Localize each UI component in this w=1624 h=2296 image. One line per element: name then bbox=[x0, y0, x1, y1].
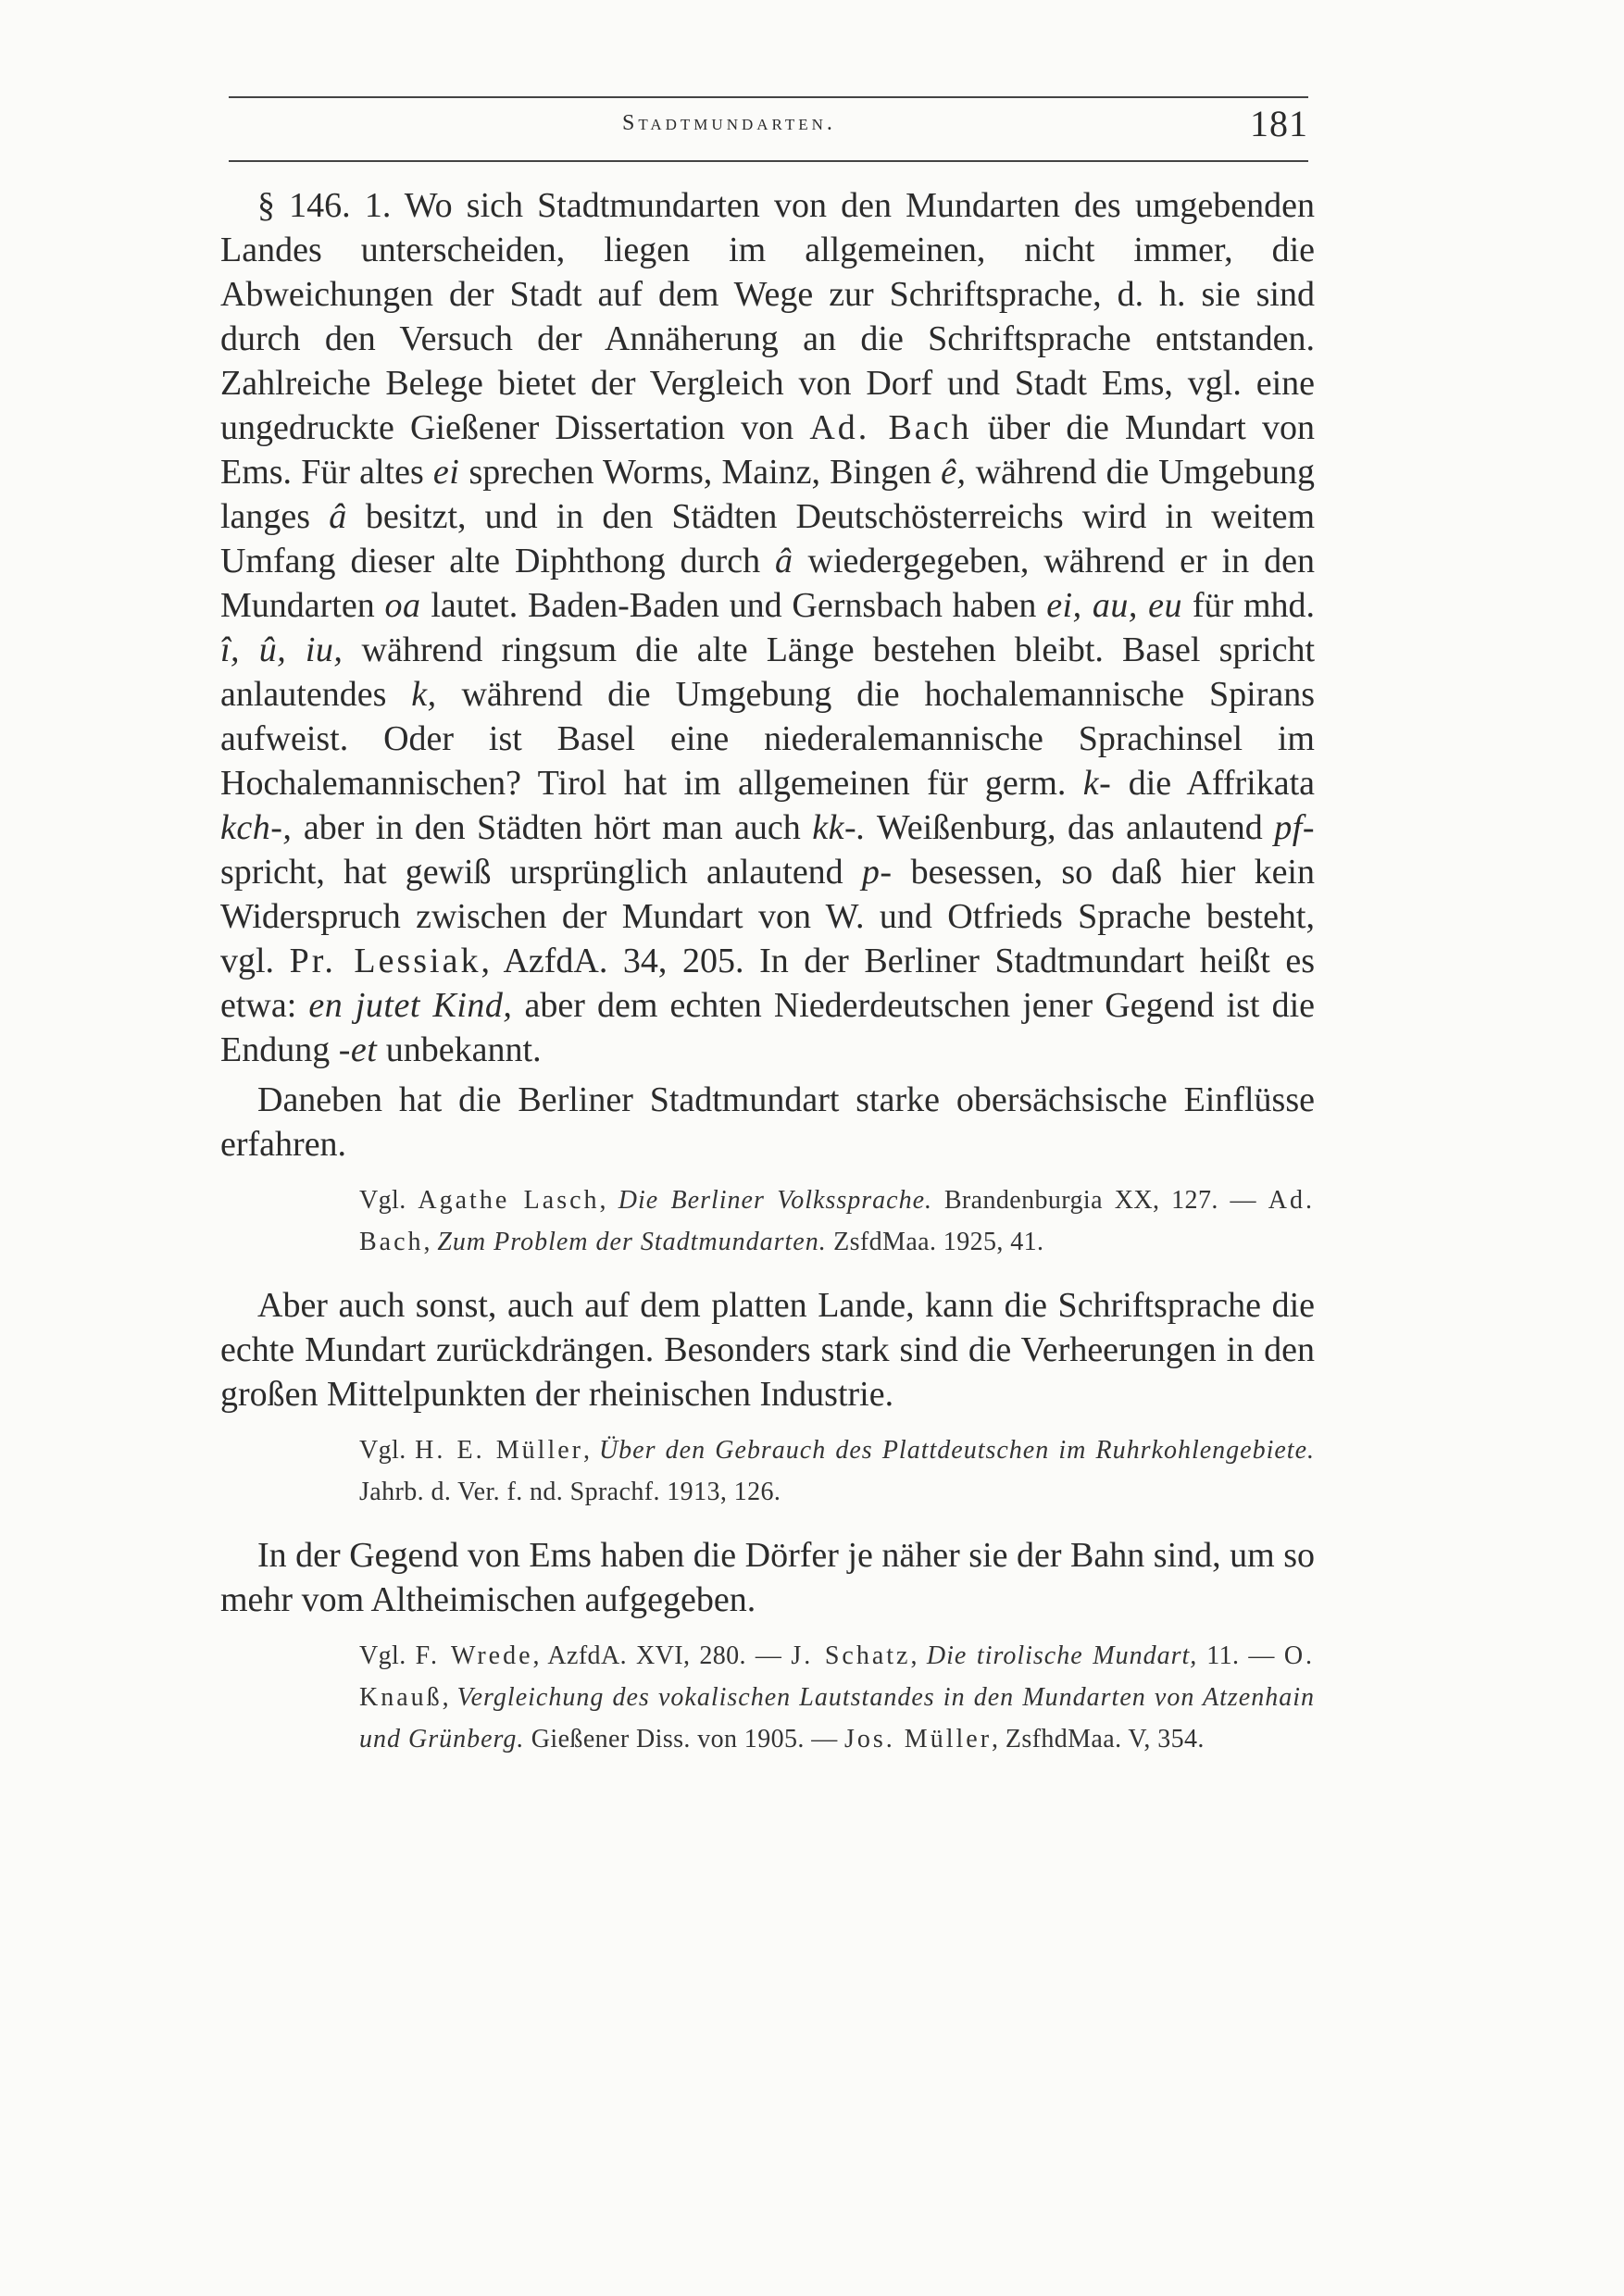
text-run: , bbox=[910, 1641, 927, 1670]
text-run: , bbox=[423, 1228, 438, 1256]
author-name: Ad. Bach bbox=[809, 408, 972, 447]
author-name: Agathe Lasch bbox=[418, 1186, 600, 1215]
text-run: Weißenburg, das anlautend bbox=[866, 808, 1275, 847]
author-name: O. Knauß bbox=[359, 1641, 1316, 1712]
footnote-lasch-bach bbox=[220, 1179, 1315, 1263]
text-run: , bbox=[599, 1186, 618, 1215]
footnote-mueller bbox=[220, 1429, 1315, 1513]
italic-form: kk-. bbox=[812, 808, 867, 847]
page-number: 181 bbox=[1250, 103, 1308, 144]
footnote-wrede-schatz bbox=[220, 1635, 1315, 1760]
text-run: Vgl. bbox=[359, 1186, 418, 1215]
text-run: für mhd. bbox=[1182, 586, 1316, 625]
work-title: Über den Gebrauch des Plattdeutschen im Ruhrkohlengebiete. bbox=[598, 1436, 1315, 1465]
text-run: während die Umgebung die hochalemannische Spirans aufweist. Oder ist Basel eine niederalemannische Sprachinsel im Hochalemannischen? Tirol hat im allgemeinen für germ. bbox=[220, 675, 1315, 803]
text-run: besessen, so daß hier kein Widerspruch zwischen der Mundart von W. und Otfrieds Sprache besteht, vgl. bbox=[220, 853, 1315, 980]
text-run: , ZsfhdMaa. V, 354. bbox=[992, 1725, 1205, 1753]
text-run: besitzt, und in den Städten Deutschösterreichs wird in weitem Umfang dieser alte Diphthong durch bbox=[220, 497, 1316, 580]
text-run: lautet. Baden-Baden und Gernsbach haben bbox=[420, 586, 1047, 625]
work-title: Vergleichung des vokalischen Lautstandes in den Mundarten von Atzenhain und Grünberg. bbox=[359, 1683, 1315, 1753]
text-run: Brandenburgia XX, 127. — bbox=[932, 1186, 1268, 1215]
running-head: Stadtmundarten. bbox=[622, 111, 836, 135]
work-title: Zum Problem der Stadtmundarten. bbox=[437, 1228, 827, 1256]
text-run: über die Mundart von Ems. Für altes bbox=[220, 408, 1316, 492]
italic-form: â bbox=[329, 497, 347, 536]
italic-form: oa bbox=[384, 586, 421, 625]
italic-form: k, bbox=[411, 675, 437, 714]
italic-form: ei, au, eu bbox=[1046, 586, 1183, 625]
text-run: während die Umgebung langes bbox=[220, 453, 1315, 536]
text-run: Gießener Diss. von 1905. — bbox=[524, 1725, 845, 1753]
italic-form: en jutet Kind, bbox=[308, 986, 513, 1025]
italic-form: k- bbox=[1082, 764, 1112, 803]
author-name: Ad. Bach bbox=[359, 1186, 1315, 1256]
text-run: spricht, hat gewiß ursprünglich anlautend bbox=[220, 853, 862, 892]
main-text bbox=[220, 183, 1315, 1780]
italic-form: â bbox=[775, 542, 793, 580]
author-name: Jos. Müller bbox=[844, 1725, 993, 1753]
italic-form: ê, bbox=[941, 453, 967, 492]
italic-form: p- bbox=[861, 853, 893, 892]
author-name: F. Wrede bbox=[415, 1641, 533, 1670]
paragraph-industry: Aber auch sonst, auch auf dem platten Lande, kann die Schriftsprache die echte Mundart zurückdrängen. Besonders stark sind die Verheerungen in den großen Mittelpunkten der rheinischen Industrie. bbox=[220, 1286, 1315, 1414]
italic-form: pf- bbox=[1274, 808, 1315, 847]
text-run: Jahrb. d. Ver. f. nd. Sprachf. 1913, 126. bbox=[359, 1478, 781, 1506]
text-run: aber in den Städten hört man auch bbox=[292, 808, 813, 847]
italic-form: kch-, bbox=[220, 808, 293, 847]
text-run: § 146. 1. Wo sich Stadtmundarten von den Mundarten des umgebenden Landes unterscheiden, liegen im allgemeinen, nicht immer, die Abweichungen der Stadt auf dem Wege zur Schriftsprache, d. h. sie sind durch den Versuch der Annäherung an die Schriftsprache entstanden. Zahlreiche Belege bietet der Vergleich von Dorf und Stadt Ems, vgl. eine ungedruckte Gießener Dissertation von bbox=[220, 186, 1315, 447]
text-run: , AzfdA. 34, 205. In der Berliner Stadtmundart heißt es etwa: bbox=[220, 942, 1315, 1025]
work-title: Die tirolische Mundart, bbox=[926, 1641, 1198, 1670]
text-run: während ringsum die alte Länge bestehen bleibt. Basel spricht anlautendes bbox=[220, 630, 1316, 714]
text-run: unbekannt. bbox=[377, 1030, 542, 1069]
italic-form: -et bbox=[338, 1030, 378, 1069]
author-name: Pr. Lessiak bbox=[289, 942, 481, 980]
text-run: Vgl. bbox=[359, 1641, 416, 1670]
page-header bbox=[229, 103, 1308, 156]
header-rule-top bbox=[229, 96, 1308, 98]
work-title: Die Berliner Volkssprache. bbox=[618, 1186, 933, 1215]
paragraph-berlin: Daneben hat die Berliner Stadtmundart starke obersächsische Einflüsse erfahren. bbox=[220, 1080, 1315, 1164]
italic-form: ei bbox=[432, 453, 460, 492]
paragraph-ems: In der Gegend von Ems haben die Dörfer je näher sie der Bahn sind, um so mehr vom Altheimischen aufgegeben. bbox=[220, 1536, 1315, 1619]
author-name: H. E. Müller bbox=[415, 1436, 583, 1465]
text-run: aber dem echten Niederdeutschen jener Gegend ist die Endung bbox=[220, 986, 1316, 1069]
header-rule-bottom bbox=[229, 160, 1308, 162]
text-run: ZsfdMaa. 1925, 41. bbox=[826, 1228, 1044, 1256]
italic-form: î, û, iu, bbox=[220, 630, 344, 669]
text-run: 11. — bbox=[1197, 1641, 1284, 1670]
author-name: J. Schatz bbox=[791, 1641, 911, 1670]
text-run: , bbox=[583, 1436, 599, 1465]
text-run: die Affrikata bbox=[1111, 764, 1315, 803]
text-run: , bbox=[442, 1683, 457, 1712]
text-run: wiedergegeben, während er in den Mundarten bbox=[220, 542, 1315, 625]
text-run: sprechen Worms, Mainz, Bingen bbox=[459, 453, 942, 492]
text-run: , AzfdA. XVI, 280. — bbox=[532, 1641, 792, 1670]
paragraph-146-1 bbox=[220, 183, 1315, 1072]
text-run: Vgl. bbox=[359, 1436, 416, 1465]
